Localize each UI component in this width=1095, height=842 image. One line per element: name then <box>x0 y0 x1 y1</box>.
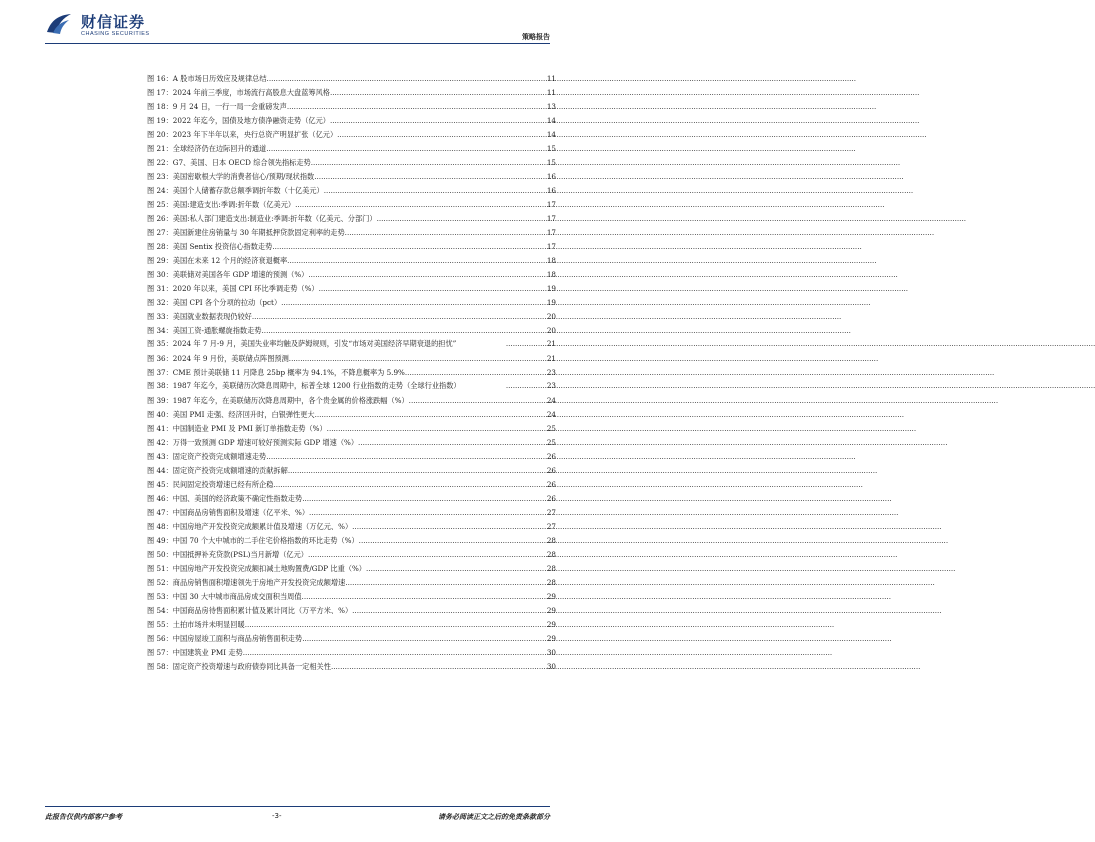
toc-leader-dots <box>281 296 546 310</box>
toc-entry[interactable] <box>147 324 556 338</box>
toc-entry-label: 图 27：美国新建住房销量与 30 年期抵押贷款固定利率的走势 <box>147 228 345 237</box>
toc-entry[interactable] <box>147 534 556 548</box>
toc-entry[interactable] <box>147 590 556 604</box>
toc-leader-dots <box>324 184 546 198</box>
toc-entry-label: 图 48：中国房地产开发投资完成额累计值及增速（万亿元、%） <box>147 521 353 531</box>
toc-entry-page: 20 <box>546 326 556 335</box>
toc-leader-dots <box>302 590 546 604</box>
toc-entry-label: 图 57：中国建筑业 PMI 走势 <box>147 647 243 657</box>
toc-entry-label: 图 34：美国工资-通胀螺旋指数走势 <box>147 326 262 335</box>
toc-entry-label: 图 33：美国就业数据表现仍较好 <box>147 312 252 321</box>
toc-entry[interactable] <box>147 226 556 240</box>
toc-entry[interactable] <box>147 520 556 534</box>
toc-entry-page: 14 <box>546 116 556 125</box>
toc-leader-dots <box>314 170 546 184</box>
toc-leader-dots <box>252 310 546 324</box>
toc-entry[interactable] <box>147 408 556 422</box>
toc-entry-page: 23 <box>546 367 556 377</box>
toc-leader-dots <box>302 632 546 646</box>
toc-entry-label: 图 44：固定资产投资完成额增速的贡献拆解 <box>147 465 288 475</box>
toc-entry-page: 17 <box>546 242 556 251</box>
company-logo-icon <box>45 12 73 36</box>
toc-entry[interactable] <box>147 618 556 632</box>
toc-entry-label: 图 37：CME 预计美联储 11 月降息 25bp 概率为 94.1%，不降息概率为 5.9% <box>147 367 405 377</box>
toc-entry[interactable] <box>147 254 556 268</box>
toc-entry-page: 21 <box>546 353 556 363</box>
toc-entry-label: 图 21：全球经济仍在边际回升的通道 <box>147 144 267 153</box>
toc-leader-dots <box>352 604 546 618</box>
toc-entry-label: 图 53：中国 30 大中城市商品房成交面积当周值 <box>147 591 302 601</box>
toc-entry[interactable] <box>147 156 556 170</box>
toc-entry-page: 15 <box>546 158 556 167</box>
toc-entry[interactable] <box>147 282 556 296</box>
toc-leader-dots <box>359 534 546 548</box>
toc-leader-dots <box>331 660 546 674</box>
footer-divider <box>45 806 550 807</box>
toc-entry[interactable] <box>147 310 556 324</box>
toc-leader-dots <box>308 548 546 562</box>
toc-entry-page: 13 <box>546 102 556 111</box>
company-name-cn: 财信证券 <box>81 13 146 31</box>
toc-entry-label: 图 36：2024 年 9 月份，美联储点阵图预测 <box>147 353 289 363</box>
toc-leader-dots <box>366 562 546 576</box>
toc-entry-label: 图 52：商品房销售面积增速领先于房地产开发投资完成额增速 <box>147 577 346 587</box>
report-type: 策略报告 <box>522 33 550 41</box>
toc-leader-dots <box>330 86 546 100</box>
toc-entry[interactable] <box>147 296 556 310</box>
toc-entry-label: 图 25：美国:建造支出:季调:折年数（亿美元） <box>147 200 296 209</box>
toc-entry[interactable] <box>147 394 556 408</box>
toc-entry[interactable] <box>147 142 556 156</box>
toc-leader-dots <box>345 226 546 240</box>
toc-entry-label: 图 18：9 月 24 日，一行一局一会重磅发声 <box>147 102 287 111</box>
toc-entry-label: 图 41：中国制造业 PMI 及 PMI 新订单指数走势（%） <box>147 423 327 433</box>
toc-entry-label: 图 40：美国 PMI 走强、经济回升时，白银弹性更大 <box>147 409 315 419</box>
toc-leader-dots <box>330 114 546 128</box>
toc-entry-page: 30 <box>546 647 556 657</box>
toc-entry[interactable] <box>147 604 556 618</box>
toc-entry-label: 图 26：美国:私人部门建造支出:制造业:季调:折年数（亿美元、分部门） <box>147 214 377 223</box>
toc-entry-page: 28 <box>546 549 556 559</box>
toc-leader-dots <box>287 254 546 268</box>
toc-entry-page: 19 <box>546 284 556 293</box>
toc-entry[interactable] <box>147 86 556 100</box>
toc-entry[interactable] <box>147 436 556 450</box>
toc-entry-page: 26 <box>546 465 556 475</box>
toc-entry-page: 16 <box>546 172 556 181</box>
toc-leader-dots <box>308 268 545 282</box>
toc-leader-dots <box>302 492 546 506</box>
toc-leader-dots <box>337 128 546 142</box>
toc-entry-page: 25 <box>546 437 556 447</box>
toc-entry-page: 28 <box>546 577 556 587</box>
toc-entry-label: 图 45：民间固定投资增速已经有所企稳 <box>147 479 274 489</box>
toc-leader-dots <box>262 324 546 338</box>
toc-entry-page: 29 <box>546 633 556 643</box>
toc-entry-page: 28 <box>546 535 556 545</box>
toc-entry[interactable] <box>147 114 556 128</box>
toc-entry[interactable] <box>147 632 556 646</box>
toc-leader-dots <box>358 436 546 450</box>
toc-entry[interactable] <box>147 352 556 366</box>
toc-leader-dots <box>287 100 546 114</box>
toc-entry-label: 图 47：中国商品房销售面积及增速（亿平米、%） <box>147 507 310 517</box>
toc-entry-label: 图 22：G7、美国、日本 OECD 综合领先指标走势 <box>147 158 311 167</box>
toc-entry[interactable] <box>147 170 556 184</box>
toc-entry-label: 图 43：固定资产投资完成额增速走势 <box>147 451 267 461</box>
toc-entry-label: 图 49：中国 70 个大中城市的二手住宅价格指数的环比走势（%） <box>147 535 359 545</box>
toc-entry[interactable] <box>147 576 556 590</box>
toc-leader-dots <box>266 142 546 156</box>
toc-entry[interactable] <box>147 128 556 142</box>
footer-disclaimer-left: 此报告仅供内部客户参考 <box>45 813 122 821</box>
toc-entry-label: 图 50：中国抵押补充贷款(PSL)当月新增（亿元） <box>147 549 308 559</box>
page-header <box>0 0 595 56</box>
toc-entry[interactable] <box>147 450 556 464</box>
toc-entry-label: 图 32：美国 CPI 各个分项的拉动（pct） <box>147 298 282 307</box>
toc-entry-page: 15 <box>546 144 556 153</box>
toc-entry-page: 16 <box>546 186 556 195</box>
toc-leader-dots <box>352 520 546 534</box>
toc-entry-page: 20 <box>546 312 556 321</box>
toc-entry-page: 29 <box>546 591 556 601</box>
toc-entry-page: 21 <box>546 339 556 348</box>
toc-entry-label: 图 29：美国在未来 12 个月的经济衰退概率 <box>147 256 288 265</box>
toc-entry-page: 26 <box>546 451 556 461</box>
header-divider <box>45 43 550 44</box>
toc-leader-dots <box>267 72 546 86</box>
toc-entry[interactable] <box>147 366 556 380</box>
toc-leader-dots <box>311 156 546 170</box>
toc-entry-page: 17 <box>546 228 556 237</box>
toc-entry-page: 23 <box>546 380 556 390</box>
toc-leader-dots <box>273 478 545 492</box>
toc-entry[interactable] <box>147 72 556 86</box>
toc-entry[interactable] <box>147 240 556 254</box>
toc-entry-label: 图 39：1987 年迄今，在美联储历次降息周期中，各个贵金属的价格涨跌幅（%） <box>147 395 409 405</box>
toc-entry-page: 30 <box>546 661 556 671</box>
toc-entry[interactable] <box>147 660 556 674</box>
toc-entry-label: 图 54：中国商品房待售面积累计值及累计同比（万平方米、%） <box>147 605 353 615</box>
toc-entry[interactable] <box>147 268 556 282</box>
toc-entry-label: 图 31：2020 年以来，美国 CPI 环比季调走势（%） <box>147 284 319 293</box>
toc-entry-label: 图 35：2024 年 7 月-9 月，美国失业率均触及萨姆规则，引发“市场对美国经济早期衰退的担忧” <box>147 339 457 348</box>
toc-leader-dots <box>288 464 546 478</box>
toc-entry-label: 图 28：美国 Sentix 投资信心指数走势 <box>147 242 273 251</box>
toc-entry-label: 图 30：美联储对美国各年 GDP 增速的预测（%） <box>147 270 309 279</box>
footer-disclaimer-right: 请务必阅读正文之后的免责条款部分 <box>438 813 550 821</box>
figure-table-of-contents <box>147 72 556 674</box>
toc-entry-label: 图 38：1987 年迄今，美联储历次降息周期中，标普全球 1200 行业指数的走势（全球行业指数） <box>147 380 461 390</box>
toc-leader-dots <box>506 380 546 393</box>
toc-leader-dots <box>309 506 546 520</box>
toc-entry-page: 11 <box>546 88 556 97</box>
toc-entry-label: 图 23：美国密歇根大学的消费者信心/预期/现状指数 <box>147 172 315 181</box>
toc-entry-page: 29 <box>546 605 556 615</box>
toc-leader-dots <box>272 240 546 254</box>
toc-leader-dots <box>377 212 546 226</box>
toc-entry-label: 图 16：A 股市场日历效应及规律总结 <box>147 74 267 83</box>
toc-leader-dots <box>315 408 546 422</box>
toc-entry-page: 17 <box>546 214 556 223</box>
toc-entry-page: 26 <box>546 493 556 503</box>
toc-entry[interactable] <box>147 100 556 114</box>
toc-entry-page: 28 <box>546 563 556 573</box>
toc-leader-dots <box>345 576 546 590</box>
toc-entry[interactable] <box>147 478 556 492</box>
toc-leader-dots <box>289 352 546 366</box>
toc-leader-dots <box>409 394 546 408</box>
toc-entry-page: 14 <box>546 130 556 139</box>
toc-leader-dots <box>405 366 546 380</box>
toc-leader-dots <box>266 450 546 464</box>
toc-entry-page: 26 <box>546 479 556 489</box>
toc-entry-page: 24 <box>546 395 556 405</box>
toc-entry-page: 24 <box>546 409 556 419</box>
toc-entry-page: 27 <box>546 521 556 531</box>
toc-entry[interactable] <box>147 184 556 198</box>
toc-entry-label: 图 24：美国个人储蓄存款总额季调折年数（十亿美元） <box>147 186 324 195</box>
toc-entry[interactable] <box>147 380 556 394</box>
toc-leader-dots <box>295 198 546 212</box>
toc-entry-label: 图 55：土拍市场并未明显回暖 <box>147 619 245 629</box>
toc-leader-dots <box>506 338 546 351</box>
toc-entry[interactable] <box>147 422 556 436</box>
toc-entry-page: 27 <box>546 507 556 517</box>
toc-entry[interactable] <box>147 212 556 226</box>
toc-entry-page: 19 <box>546 298 556 307</box>
toc-entry[interactable] <box>147 198 556 212</box>
toc-entry-page: 29 <box>546 619 556 629</box>
toc-entry-label: 图 20：2023 年下半年以来，央行总资产明显扩张（亿元） <box>147 130 338 139</box>
toc-entry[interactable] <box>147 338 556 352</box>
toc-entry-page: 25 <box>546 423 556 433</box>
toc-entry-label: 图 19：2022 年迄今，国债及地方债净融资走势（亿元） <box>147 116 330 125</box>
toc-entry[interactable] <box>147 492 556 506</box>
toc-leader-dots <box>327 422 546 436</box>
toc-entry[interactable] <box>147 562 556 576</box>
toc-entry[interactable] <box>147 506 556 520</box>
toc-entry[interactable] <box>147 646 556 660</box>
toc-entry-label: 图 51：中国房地产开发投资完成额扣减土地购置费/GDP 比重（%） <box>147 563 366 573</box>
company-name-en: CHASING SECURITIES <box>81 31 150 37</box>
toc-entry-label: 图 58：固定资产投资增速与政府债券同比具备一定相关性 <box>147 661 331 671</box>
page-number: -3- <box>272 812 282 820</box>
toc-entry-label: 图 46：中国、美国的经济政策不确定性指数走势 <box>147 493 303 503</box>
toc-entry-label: 图 17：2024 年前三季度，市场流行高股息大盘蓝筹风格 <box>147 88 330 97</box>
toc-entry-page: 11 <box>546 74 556 83</box>
toc-entry-label: 图 56：中国房屋竣工面积与商品房销售面积走势 <box>147 633 303 643</box>
toc-entry-page: 18 <box>546 256 556 265</box>
toc-entry[interactable] <box>147 548 556 562</box>
toc-leader-dots <box>319 282 546 296</box>
toc-entry[interactable] <box>147 464 556 478</box>
toc-leader-dots <box>245 618 546 632</box>
toc-entry-page: 18 <box>546 270 556 279</box>
toc-leader-dots <box>243 646 546 660</box>
toc-entry-page: 17 <box>546 200 556 209</box>
toc-entry-label: 图 42：万得一致预测 GDP 增速可较好预测实际 GDP 增速（%） <box>147 437 359 447</box>
